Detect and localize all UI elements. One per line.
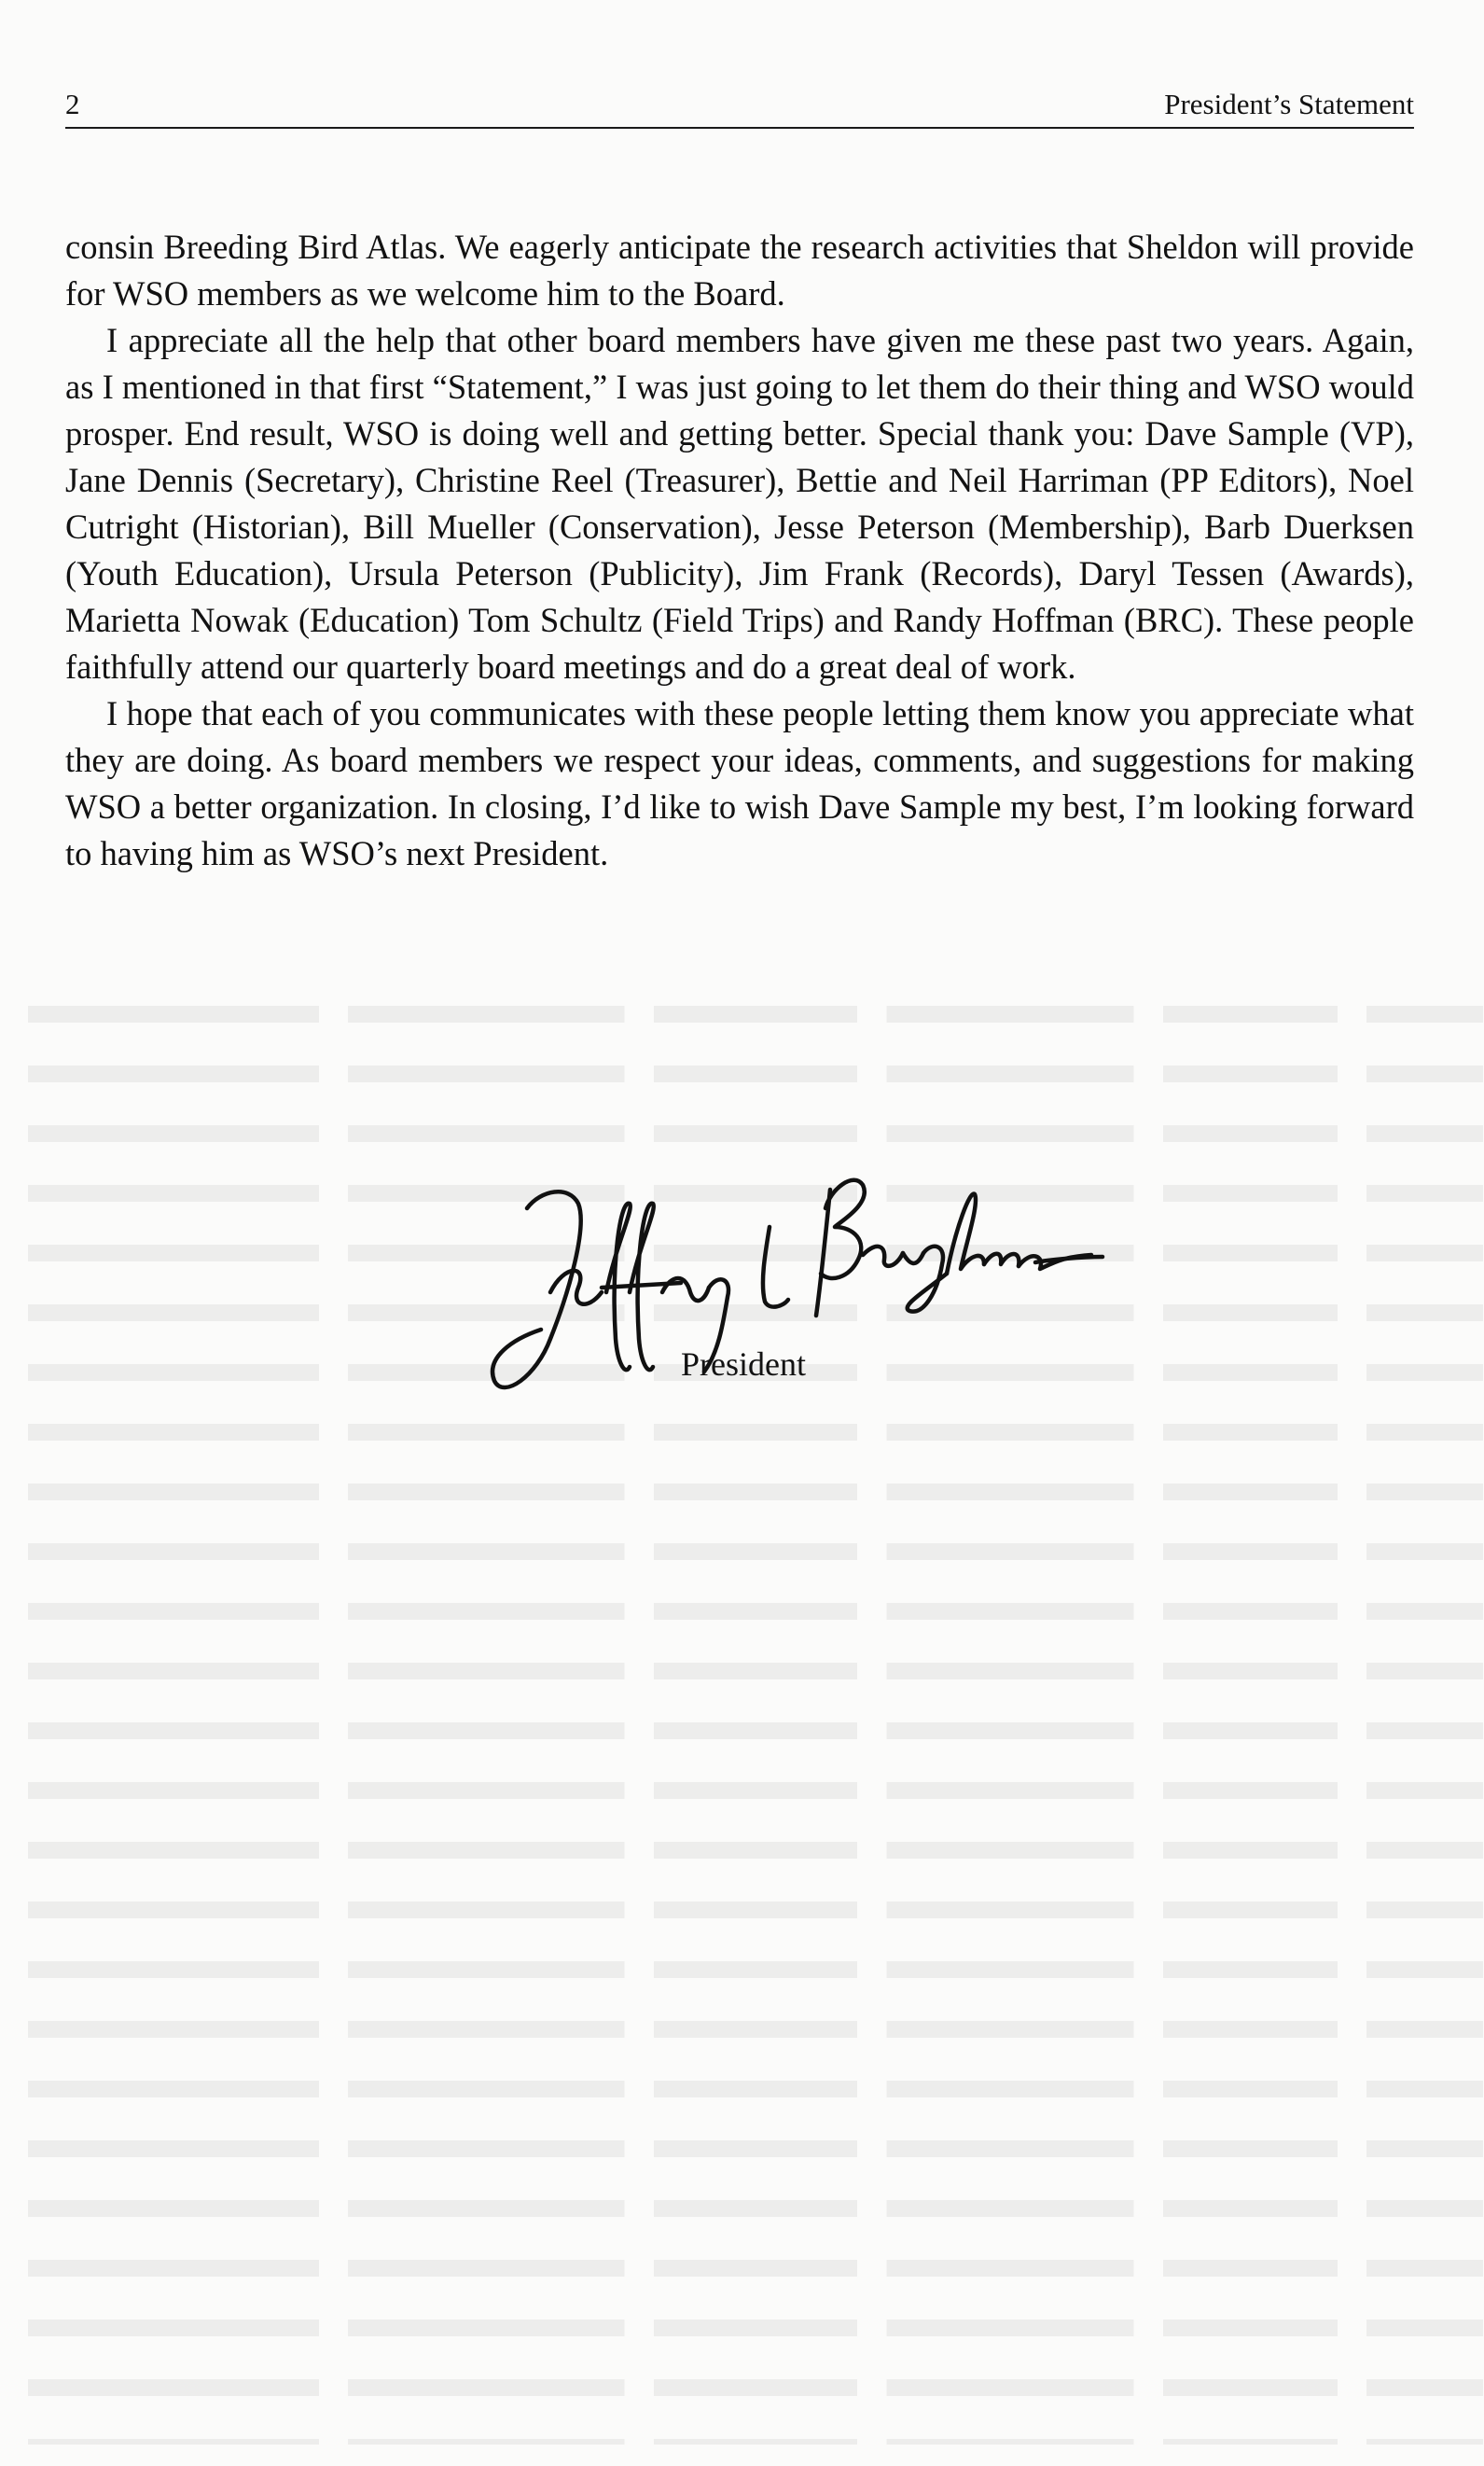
signature-block: [438, 1152, 1110, 1414]
signature-title: President: [681, 1345, 806, 1383]
paragraph: I appreciate all the help that other board members have given me these past two years. Again, as I mentioned in that first “Statement,” I was just going to let them do their thing and WSO would prosper. End result, WSO is doing well and getting better. Special thank you: Dave Sample (VP), Jane Dennis (Secretary), Christine Reel (Treasurer), Bettie and Neil Harriman (PP Editors), Noel Cutright (Historian), Bill Mueller (Conservation), Jesse Peterson (Membership), Barb Duerksen (Youth Education), Ursula Peterson (Publicity), Jim Frank (Records), Daryl Tessen (Awards), Marietta Nowak (Education) Tom Schultz (Field Trips) and Randy Hoffman (BRC). These people faithfully attend our quarterly board meetings and do a great deal of work.: [65, 321, 1414, 686]
body-text: [65, 224, 1414, 877]
page-header: [65, 86, 1414, 129]
paragraph: consin Breeding Bird Atlas. We eagerly anticipate the research activities that Sheldon will provide for WSO members as we welcome him to the Board.: [65, 228, 1414, 313]
paragraph: I hope that each of you communicates with these people letting them know you appreciate what they are doing. As board members we respect your ideas, comments, and suggestions for making WSO a better organization. In closing, I’d like to wish Dave Sample my best, I’m looking forward to having him as WSO’s next President.: [65, 694, 1414, 872]
running-head: President’s Statement: [1164, 88, 1414, 120]
page-number: 2: [65, 88, 80, 120]
